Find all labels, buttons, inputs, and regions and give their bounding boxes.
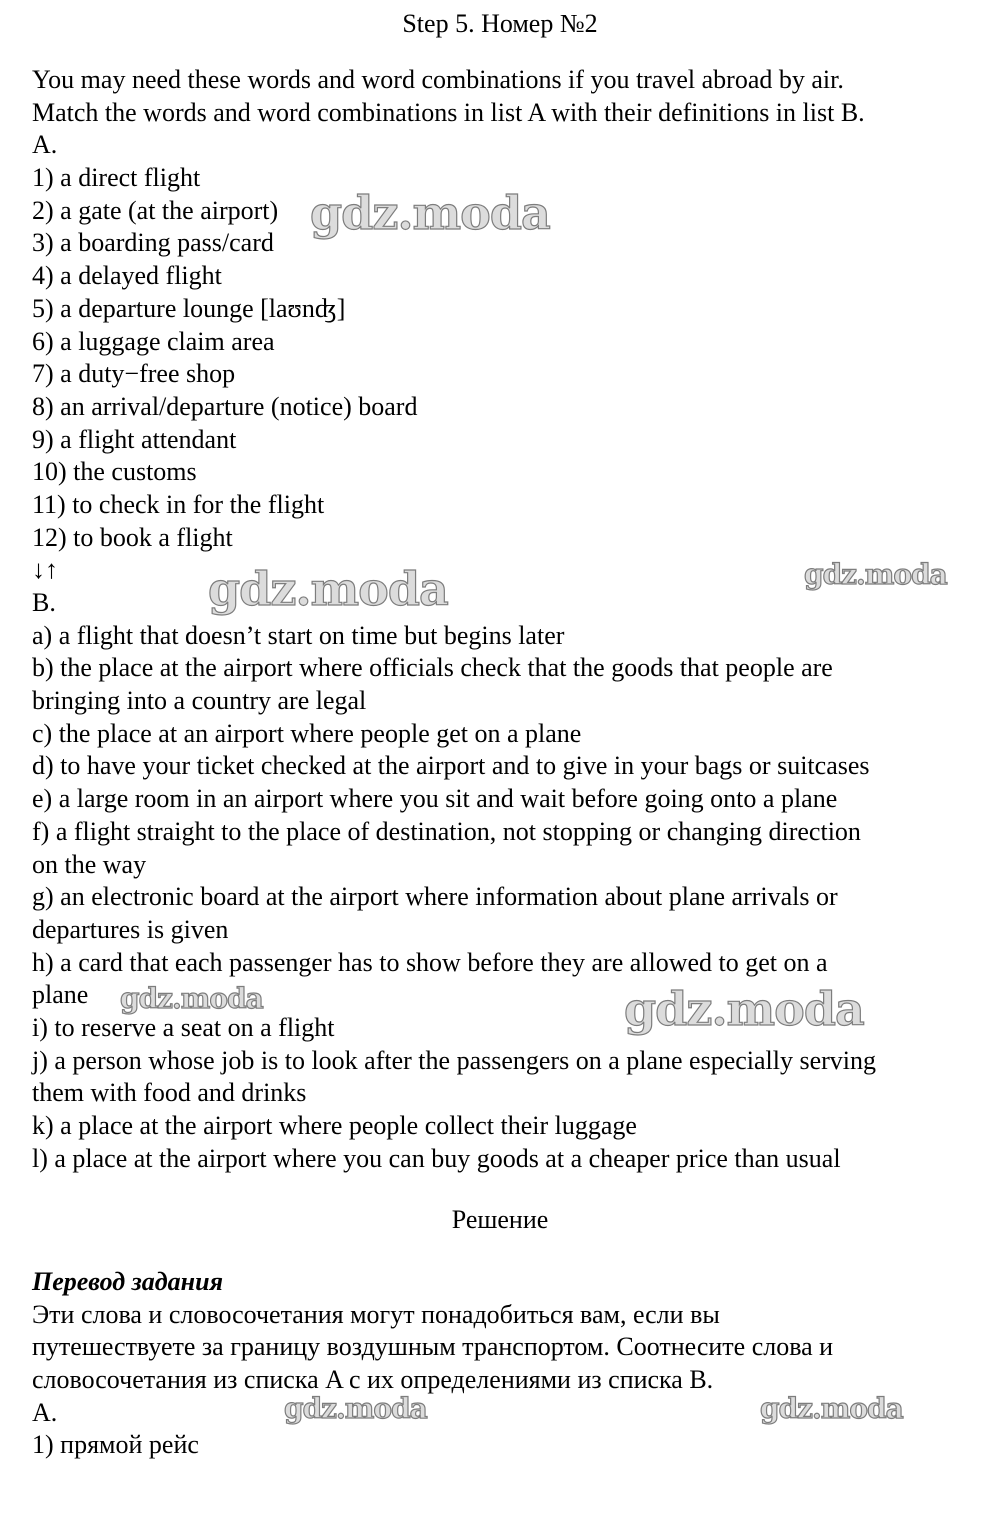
watermark-logo: gdz.moda	[624, 982, 864, 1036]
watermark-logo: gdz.moda	[804, 558, 947, 591]
list-b-item: on the way	[32, 849, 147, 879]
list-a-item: 3) a boarding pass/card	[32, 228, 274, 258]
list-a-item: 4) a delayed flight	[32, 261, 222, 291]
watermark-logo: gdz.moda	[120, 982, 263, 1015]
list-b-item: c) the place at an airport where people get on a plane	[32, 718, 582, 748]
list-a-label: A.	[32, 130, 58, 160]
list-b-item: l) a place at the airport where you can buy goods at a cheaper price than usual	[32, 1143, 841, 1173]
list-a-item: 7) a duty−free shop	[32, 359, 236, 389]
watermark-logo: gdz.moda	[208, 562, 448, 616]
intro-line: You may need these words and word combinations if you travel abroad by air.	[32, 65, 844, 94]
list-b-item: them with food and drinks	[32, 1078, 307, 1108]
translation-heading: Перевод задания	[32, 1267, 223, 1296]
list-b-item: k) a place at the airport where people collect their luggage	[32, 1111, 637, 1140]
list-a-item: 1) a direct flight	[32, 163, 201, 193]
list-a-item: 2) a gate (at the airport)	[32, 195, 279, 225]
list-b-item: a) a flight that doesn’t start on time but begins later	[32, 620, 565, 650]
watermark-logo: gdz.moda	[284, 1392, 427, 1425]
task-block	[32, 64, 982, 1175]
list-a-item: 9) a flight attendant	[32, 424, 237, 454]
translation-line: путешествуете за границу воздушным транспортом. Соотнесите слова и	[32, 1332, 834, 1362]
list-b-item: g) an electronic board at the airport where information about plane arrivals or	[32, 882, 838, 912]
list-b-item: bringing into a country are legal	[32, 686, 367, 716]
intro-line: Match the words and word combinations in list A with their definitions in list B.	[32, 97, 865, 127]
list-a-item: 5) a departure lounge [laʊnʤ]	[32, 293, 346, 323]
list-b-item: e) a large room in an airport where you sit and wait before going onto a plane	[32, 784, 838, 814]
list-b-item: h) a card that each passenger has to show before they are allowed to get on a	[32, 947, 828, 977]
list-b-item: b) the place at the airport where officials check that the goods that people are	[32, 653, 833, 683]
list-b-label: B.	[32, 588, 56, 617]
list-a-item: 11) to check in for the flight	[32, 489, 325, 519]
page-title: Step 5. Номер №2	[402, 9, 598, 38]
watermark-logo: gdz.moda	[760, 1392, 903, 1425]
list-b-item: d) to have your ticket checked at the airport and to give in your bags or suitcases	[32, 751, 870, 781]
translation-line: словосочетания из списка A с их определениями из списка B.	[32, 1365, 714, 1395]
list-b-item: j) a person whose job is to look after the passengers on a plane especially serving	[32, 1045, 877, 1075]
watermark-logo: gdz.moda	[310, 186, 550, 240]
list-b-item: plane	[32, 980, 89, 1010]
translation-list-label: A.	[32, 1397, 58, 1427]
solution-heading: Решение	[451, 1205, 549, 1234]
list-b-item: departures is given	[32, 914, 229, 944]
translation-list-item: 1) прямой рейс	[32, 1430, 199, 1460]
list-a-item: 6) a luggage claim area	[32, 326, 275, 356]
list-b-item: i) to reserve a seat on a flight	[32, 1012, 335, 1042]
list-a-item: 10) the customs	[32, 457, 197, 487]
list-b-item: f) a flight straight to the place of destination, not stopping or changing direction	[32, 816, 861, 846]
list-a-item: 8) an arrival/departure (notice) board	[32, 391, 418, 421]
match-arrows: ↓↑	[32, 555, 58, 585]
translation-block	[32, 1266, 982, 1462]
list-a-item: 12) to book a flight	[32, 522, 233, 552]
translation-line: Эти слова и словосочетания могут понадобиться вам, если вы	[32, 1299, 720, 1329]
